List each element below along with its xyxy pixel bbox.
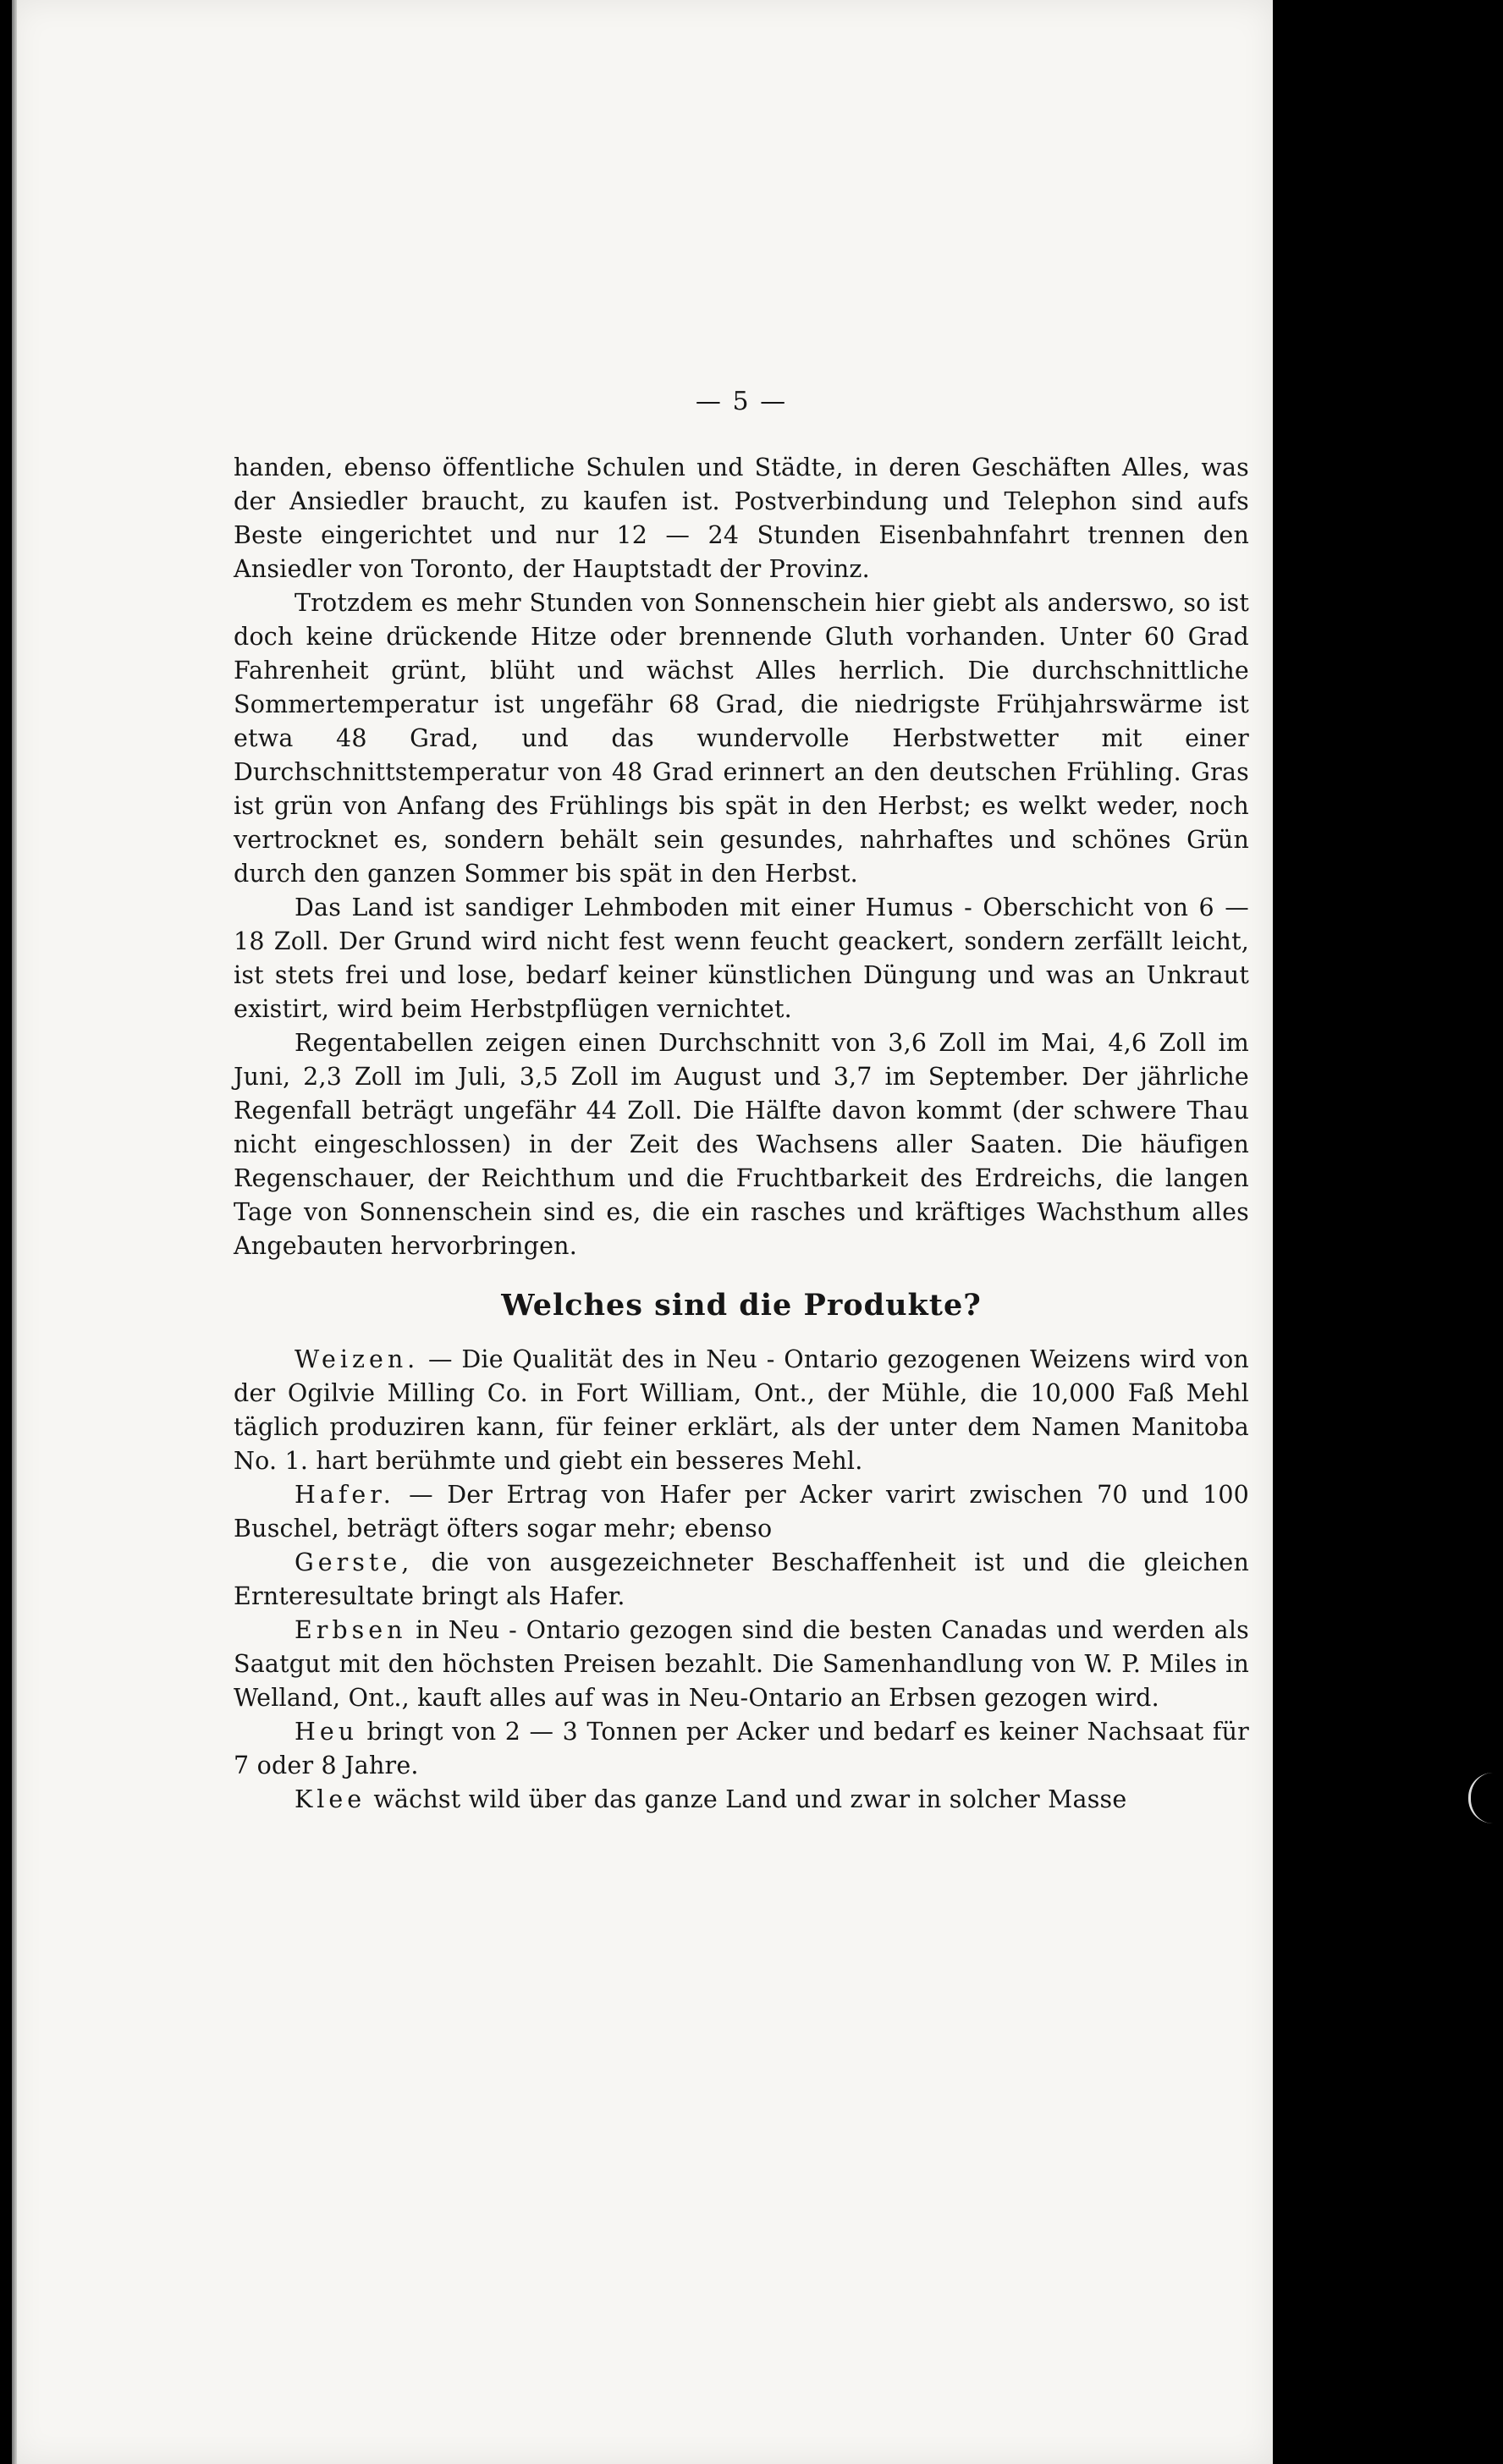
product-term: Weizen. — [295, 1345, 420, 1373]
paragraph-soil: Das Land ist sandiger Lehmboden mit einer Humus - Oberschicht von 6 — 18 Zoll. Der Grund wird nicht fest wenn feucht geackert, sondern zerfällt leicht, ist stets frei und lose, bedarf keiner künstlichen Düngung und was an Unkraut existirt, wird beim Herbstpflügen vernichtet. — [234, 894, 1249, 1023]
product-barley — [234, 1546, 1249, 1614]
product-wheat — [234, 1343, 1249, 1478]
product-term: Klee — [295, 1785, 366, 1813]
product-term: Gerste, — [295, 1548, 414, 1576]
section-heading: Welches sind die Produkte? — [501, 1288, 982, 1323]
book-page — [12, 0, 1273, 2464]
scan-artifact-mark — [1468, 1773, 1493, 1823]
product-hay — [234, 1715, 1249, 1783]
paragraph-continuation: handen, ebenso öffentliche Schulen und Städte, in deren Geschäften Alles, was der Ansiedler braucht, zu kaufen ist. Postverbindung und Telephon sind aufs Beste eingerichtet und nur 12 — 24 Stunden Eisenbahnfahrt trennen den Ansiedler von Toronto, der Hauptstadt der Provinz. — [234, 454, 1249, 583]
product-term: Erbsen — [295, 1616, 407, 1644]
page-text — [234, 385, 1249, 1817]
product-peas — [234, 1614, 1249, 1715]
product-term: Hafer. — [295, 1481, 395, 1509]
paragraph-rainfall: Regentabellen zeigen einen Durchschnitt von 3,6 Zoll im Mai, 4,6 Zoll im Juni, 2,3 Zoll im Juli, 3,5 Zoll im August und 3,7 im September. Der jährliche Regenfall beträgt ungefähr 44 Zoll. Die Hälfte davon kommt (der schwere Thau nicht eingeschlossen) in der Zeit des Wachsens aller Saaten. Die häufigen Regenschauer, der Reichthum und die Fruchtbarkeit des Erdreichs, die langen Tage von Sonnenschein sind es, die ein rasches und kräftiges Wachsthum alles Angebauten hervorbringen. — [234, 1029, 1249, 1260]
paragraph-climate: Trotzdem es mehr Stunden von Sonnenschein hier giebt als anderswo, so ist doch keine drückende Hitze oder brennende Gluth vorhanden. Unter 60 Grad Fahrenheit grünt, blüht und wächst Alles herrlich. Die durchschnittliche Sommertemperatur ist ungefähr 68 Grad, die niedrigste Frühjahrswärme ist etwa 48 Grad, und das wundervolle Herbstwetter mit einer Durchschnittstemperatur von 48 Grad erinnert an den deutschen Frühling. Gras ist grün von Anfang des Frühlings bis spät in den Herbst; es welkt weder, noch vertrocknet es, sondern behält sein gesundes, nahrhaftes und schönes Grün durch den ganzen Sommer bis spät in den Herbst. — [234, 589, 1249, 888]
product-term: Heu — [295, 1718, 359, 1746]
page-number: — 5 — — [695, 387, 788, 416]
product-oats — [234, 1478, 1249, 1546]
product-text: in Neu - Ontario gezogen sind die besten Canadas und werden als Saatgut mit den höchsten Preisen bezahlt. Die Samenhandlung von W. P. Miles in Welland, Ont., kauft alles auf was in Neu-Ontario an Erbsen gezogen wird. — [234, 1616, 1249, 1712]
page-edge — [12, 0, 17, 2464]
product-text: die von ausgezeichneter Beschaffenheit ist und die gleichen Ernteresultate bringt als Hafer. — [234, 1548, 1249, 1610]
product-text: wächst wild über das ganze Land und zwar in solcher Masse — [366, 1785, 1127, 1813]
product-clover — [234, 1783, 1249, 1817]
product-text: — Der Ertrag von Hafer per Acker varirt zwischen 70 und 100 Buschel, beträgt öfters sogar mehr; ebenso — [234, 1481, 1249, 1543]
product-text: bringt von 2 — 3 Tonnen per Acker und bedarf es keiner Nachsaat für 7 oder 8 Jahre. — [234, 1718, 1249, 1779]
product-text: — Die Qualität des in Neu - Ontario gezogenen Weizens wird von der Ogilvie Milling Co. in Fort William, Ont., der Mühle, die 10,000 Faß Mehl täglich produziren kann, für feiner erklärt, als der unter dem Namen Manitoba No. 1. hart berühmte und giebt ein besseres Mehl. — [234, 1345, 1249, 1475]
